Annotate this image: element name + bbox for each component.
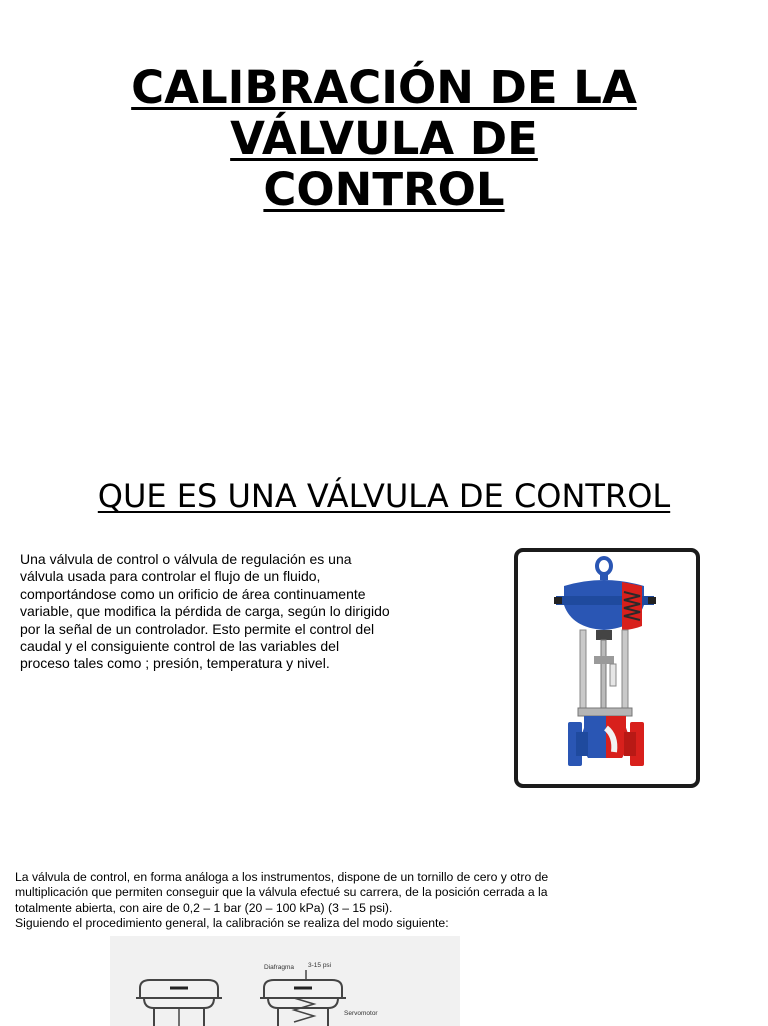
main-title-line-1: CALIBRACIÓN DE LA [131, 61, 637, 114]
main-title-line-3: CONTROL [263, 163, 505, 216]
calibration-text [15, 870, 585, 932]
calibration-intro: Siguiendo el procedimiento general, la calibración se realiza del modo siguiente: [15, 916, 449, 931]
calibration-paragraph: La válvula de control, en forma análoga a los instrumentos, dispone de un tornillo de cero y otro de multiplicación que permiten conseguir que la válvula efectué su carrera, de la posición cerrada a la totalmente abierta, con aire de 0,2 – 1 bar (20 – 100 kPa) (3 – 15 psi). [15, 870, 549, 915]
definition-paragraph: Una válvula de control o válvula de regulación es una válvula usada para controlar el flujo de un fluido, comportándose como un orificio de área continuamente variable, que modifica la pérdida de carga, según lo dirigido por la señal de un controlador. Esto permite el control del caudal y el consiguiente control de las variables del proceso tales como ; presión, temperatura y nivel. [20, 551, 390, 672]
title-slide [0, 0, 768, 440]
calibration-diagram [110, 936, 460, 1026]
diagram-label-actuator: Servomotor [344, 1010, 378, 1017]
main-title [0, 62, 768, 215]
actuator-diagram [110, 936, 460, 1026]
main-title-line-2: VÁLVULA DE [230, 112, 538, 165]
diagram-label-diaphragm: Diafragma [264, 964, 294, 971]
diagram-label-pressure: 3-15 psi [308, 962, 332, 969]
section-title: QUE ES UNA VÁLVULA DE CONTROL [97, 477, 671, 515]
control-valve-illustration [518, 552, 696, 784]
control-valve-image [514, 548, 700, 788]
